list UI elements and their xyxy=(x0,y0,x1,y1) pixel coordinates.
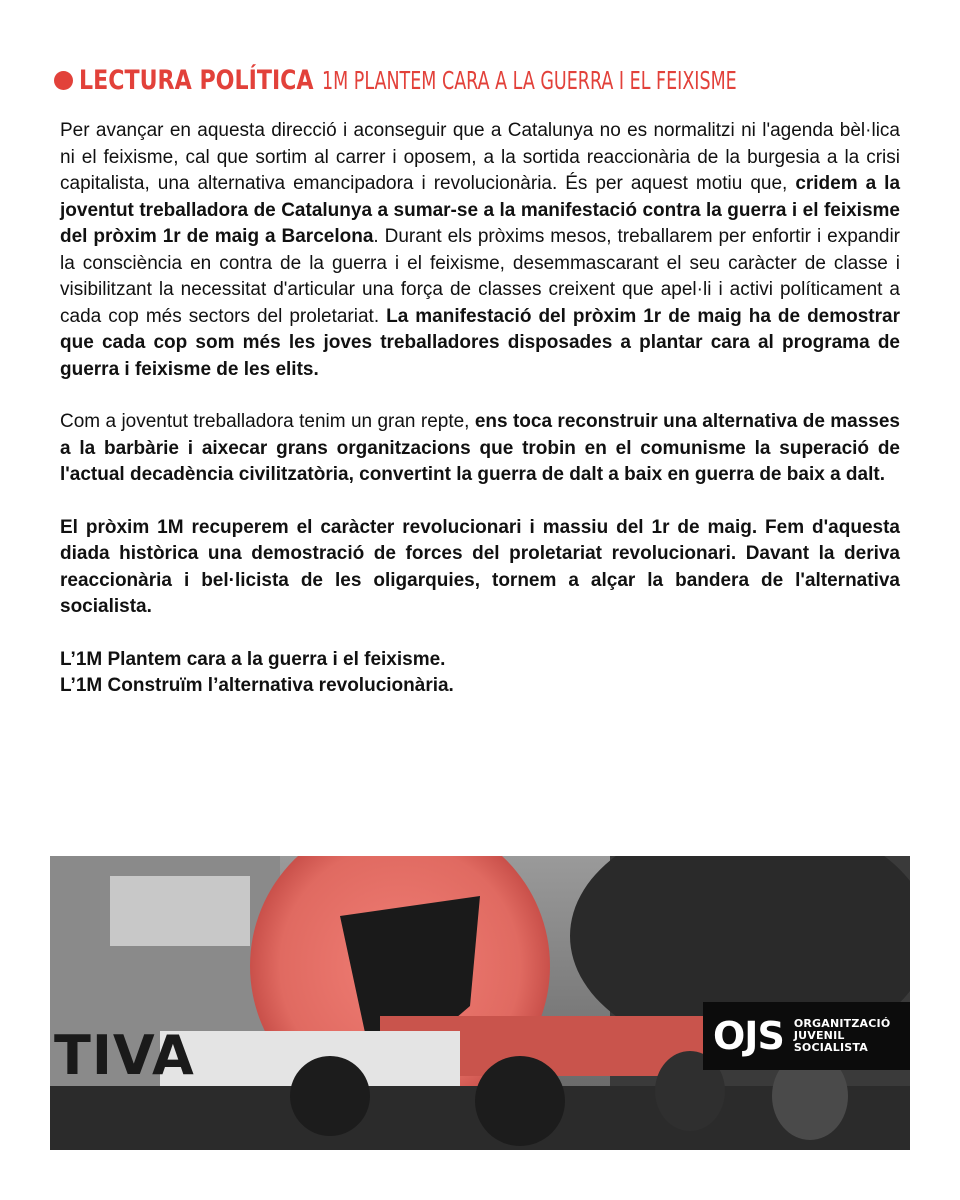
slogan-line: L’1M Plantem cara a la guerra i el feixisme. xyxy=(60,648,446,670)
logo-line: JUVENIL xyxy=(793,1029,845,1042)
ojs-logo xyxy=(703,1002,910,1070)
paragraph xyxy=(60,118,900,383)
body-text: . Durant els pròxims mesos, treballarem per enfortir i expandir la consciència en contra de la guerra i el feixisme, desemmascarant el seu caràcter de classe i visibilitzant la necessitat d'articular una força de classes creixent que apel·li i activi políticament a cada cop més sectors del proletariat. xyxy=(60,226,901,327)
slogans xyxy=(60,647,900,700)
red-dot-icon xyxy=(54,71,73,90)
bold-text: La manifestació del pròxim 1r de maig ha de demostrar que cada cop som més les joves treballadores disposades a plantar cara al programa de guerra i feixisme de les elits. xyxy=(60,305,900,380)
paragraph xyxy=(60,409,900,489)
section-subtitle: 1M PLANTEM CARA A LA GUERRA I EL FEIXISME xyxy=(322,65,737,95)
logo-text xyxy=(794,1018,891,1054)
paragraph xyxy=(60,515,900,621)
section-title: LECTURA POLÍTICA xyxy=(79,64,314,96)
section-header xyxy=(54,58,914,102)
logo-mark: OJS xyxy=(713,1014,784,1058)
slogan-line: L’1M Construïm l’alternativa revolucionària. xyxy=(60,675,454,696)
body-text: Per avançar en aquesta direcció i aconseguir que a Catalunya no es normalitzi ni l'agenda bèl·lica ni el feixisme, cal que sortim al carrer i oposem, a la sortida reaccionària de la burgesia a la crisi capitalista, una alternativa emancipadora i revolucionària. És per aquest motiu que, xyxy=(60,120,900,194)
body-text: Com a joventut treballadora tenim un gran repte, xyxy=(60,411,475,432)
banner-text: TIVA xyxy=(54,1024,195,1087)
protest-photo xyxy=(50,856,910,1150)
logo-line: ORGANITZACIÓ xyxy=(793,1017,891,1030)
logo-line: SOCIALISTA xyxy=(793,1041,868,1054)
bold-text: ens toca reconstruir una alternativa de masses a la barbàrie i aixecar grans organitzacions que trobin en el comunisme la superació de l'actual decadència civilitzatòria, convertint la guerra de dalt a baix en guerra de baix a dalt. xyxy=(60,411,901,485)
bold-text: cridem a la joventut treballadora de Catalunya a sumar-se a la manifestació contra la guerra i el feixisme del pròxim 1r de maig a Barcelona xyxy=(60,173,901,247)
bold-text: El pròxim 1M recuperem el caràcter revolucionari i massiu del 1r de maig. Fem d'aquesta diada històrica una demostració de forces del proletariat revolucionari. Davant la deriva reaccionària i bel·licista de les oligarquies, tornem a alçar la bandera de l'alternativa socialista. xyxy=(60,516,900,617)
paragraphs xyxy=(60,118,900,621)
article-body xyxy=(60,118,900,700)
